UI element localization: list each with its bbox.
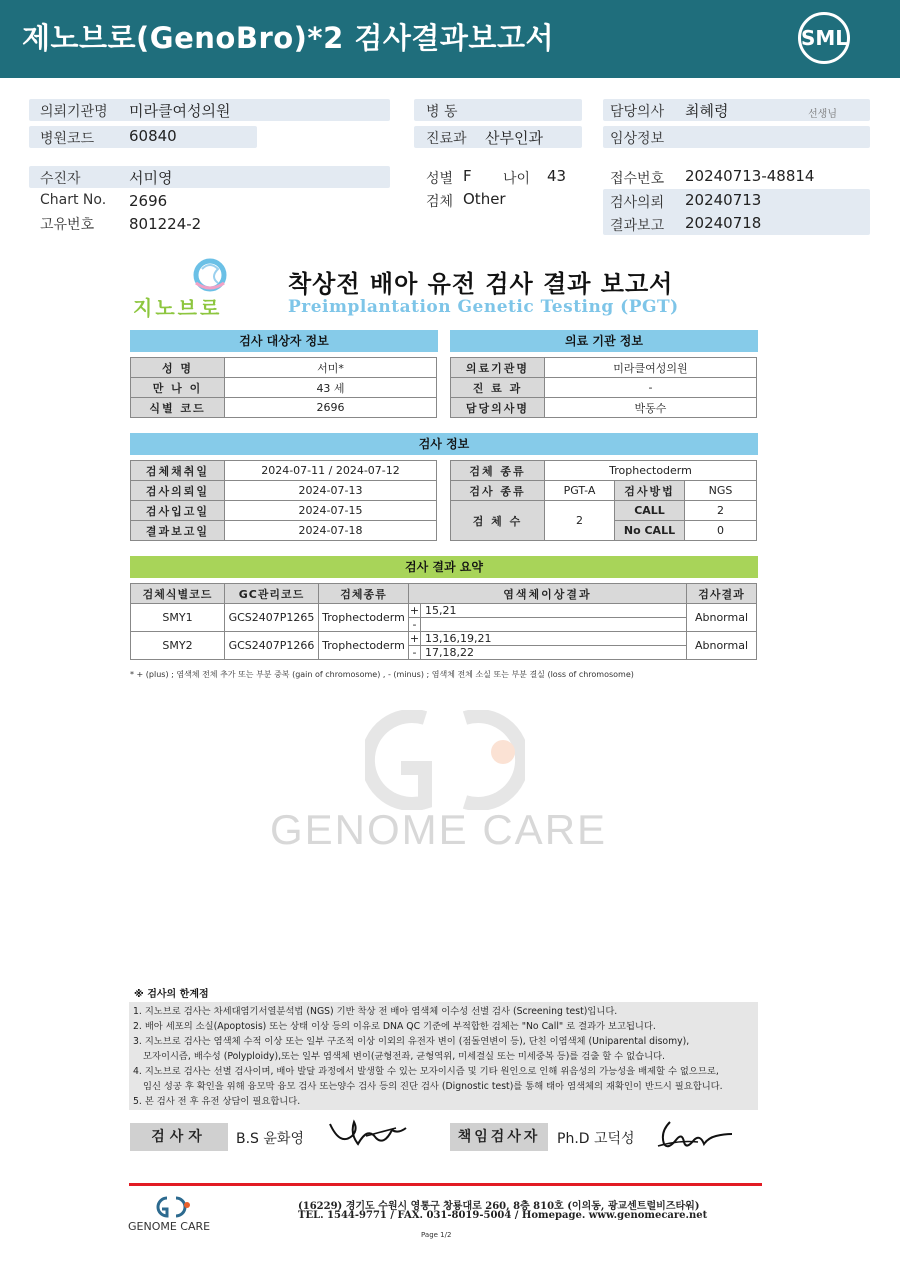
institution-info-title: 의료 기관 정보 bbox=[450, 330, 758, 352]
ward-label: 병 동 bbox=[426, 104, 458, 120]
limitation-line: 2. 배아 세포의 소실(Apoptosis) 또는 상태 이상 등의 이유로 DNA QC 기준에 부적합한 검체는 "No Call" 로 결과가 보고됩니다. bbox=[133, 1021, 656, 1032]
chart-no-label: Chart No. bbox=[40, 192, 107, 208]
call-value: 2 bbox=[685, 501, 757, 521]
report-date-label-cell: 결과보고일 bbox=[131, 521, 225, 541]
age-value: 43 bbox=[547, 167, 567, 185]
patient-label: 수진자 bbox=[40, 171, 81, 187]
sex-value: F bbox=[463, 167, 472, 185]
subject-id-label: 식별 코드 bbox=[131, 398, 225, 418]
call-label: CALL bbox=[615, 501, 685, 521]
method-value: NGS bbox=[685, 481, 757, 501]
unique-no-value: 801224-2 bbox=[129, 215, 202, 233]
request-date-value: 20240713 bbox=[685, 191, 762, 209]
report-subtitle: Preimplantation Genetic Testing (PGT) bbox=[288, 297, 679, 317]
physician-value: 최혜령 bbox=[685, 102, 729, 120]
results-table bbox=[130, 583, 757, 660]
receipt-no-value: 20240713-48814 bbox=[685, 167, 815, 185]
report-header bbox=[0, 0, 900, 78]
footer-divider bbox=[129, 1183, 762, 1186]
report-date-value-cell: 2024-07-18 bbox=[225, 521, 437, 541]
result-status: Abnormal bbox=[687, 632, 757, 660]
limitation-line: 4. 지노브로 검사는 선별 검사이며, 배아 발달 과정에서 발생할 수 있는 모자이시즘 및 기타 원인으로 인해 위음성의 가능성을 배제할 수 없으므로, bbox=[133, 1066, 719, 1077]
result-gc: GCS2407P1265 bbox=[225, 604, 319, 632]
result-minus bbox=[421, 618, 687, 632]
count-value: 2 bbox=[545, 501, 615, 541]
genome-care-watermark-icon bbox=[365, 710, 525, 810]
report-date-value: 20240718 bbox=[685, 214, 762, 232]
hospital-code-label: 병원코드 bbox=[40, 131, 95, 147]
minus-sign: - bbox=[409, 646, 421, 660]
col-header-id: 검체식별코드 bbox=[131, 584, 225, 604]
subject-info-title: 검사 대상자 정보 bbox=[130, 330, 438, 352]
footer-contact: TEL. 1544-9771 / FAX. 031-8019-5004 / Homepage. www.genomecare.net bbox=[298, 1210, 708, 1221]
page-number: Page 1/2 bbox=[421, 1231, 452, 1239]
subject-info-table bbox=[130, 357, 437, 418]
test-type-value: PGT-A bbox=[545, 481, 615, 501]
hospital-code-value: 60840 bbox=[129, 127, 177, 145]
watermark-text: GENOME CARE bbox=[270, 806, 608, 853]
responsible-name: Ph.D 고덕성 bbox=[557, 1131, 635, 1147]
plus-sign: + bbox=[409, 632, 420, 645]
clinical-info-label: 임상정보 bbox=[610, 131, 665, 147]
result-plus: 15,21 bbox=[421, 604, 687, 618]
requesting-institution-value: 미라클여성의원 bbox=[129, 102, 231, 120]
specimen-type-label: 검체 종류 bbox=[451, 461, 545, 481]
limitation-line: 임신 성공 후 확인을 위해 융모막 융모 검사 또는양수 검사 등의 진단 검사 (Dignostic test)를 통해 태아 염색체의 재확인이 반드시 필요합니다. bbox=[143, 1081, 723, 1092]
sml-logo: SML bbox=[798, 12, 850, 64]
collection-date-value: 2024-07-11 / 2024-07-12 bbox=[225, 461, 437, 481]
age-label: 나이 bbox=[503, 171, 531, 187]
result-type: Trophectoderm bbox=[319, 604, 409, 632]
specimen-type-value: Trophectoderm bbox=[545, 461, 757, 481]
col-header-type: 검체종류 bbox=[319, 584, 409, 604]
received-date-label: 검사입고일 bbox=[131, 501, 225, 521]
result-id: SMY2 bbox=[131, 632, 225, 660]
institution-info-table bbox=[450, 357, 757, 418]
subject-name-label: 성 명 bbox=[131, 358, 225, 378]
receipt-no-label: 접수번호 bbox=[610, 171, 665, 187]
header-title: 제노브로(GenoBro)*2 검사결과보고서 bbox=[22, 21, 554, 55]
limitations-box bbox=[129, 1002, 758, 1110]
genome-care-logo-icon bbox=[152, 1195, 192, 1219]
responsible-label: 책임검사자 bbox=[450, 1123, 548, 1151]
result-id: SMY1 bbox=[131, 604, 225, 632]
result-gc: GCS2407P1266 bbox=[225, 632, 319, 660]
tester-signature-icon bbox=[326, 1116, 410, 1150]
institution-name-label: 의료기관명 bbox=[451, 358, 545, 378]
request-date-label-cell: 검사의뢰일 bbox=[131, 481, 225, 501]
subject-id-value: 2696 bbox=[225, 398, 437, 418]
subject-name-value: 서미* bbox=[225, 358, 437, 378]
col-header-result: 검사결과 bbox=[687, 584, 757, 604]
institution-doctor-label: 담당의사명 bbox=[451, 398, 545, 418]
results-title: 검사 결과 요약 bbox=[130, 556, 758, 578]
test-type-label: 검사 종류 bbox=[451, 481, 545, 501]
received-date-value: 2024-07-15 bbox=[225, 501, 437, 521]
minus-sign: - bbox=[409, 618, 421, 632]
specimen-label: 검체 bbox=[426, 194, 454, 210]
limitation-line: 5. 본 검사 전 후 유전 상담이 필요합니다. bbox=[133, 1096, 301, 1107]
result-type: Trophectoderm bbox=[319, 632, 409, 660]
chart-no-value: 2696 bbox=[129, 192, 168, 210]
subject-age-label: 만 나 이 bbox=[131, 378, 225, 398]
tester-label: 검사자 bbox=[130, 1123, 228, 1151]
sex-label: 성별 bbox=[426, 171, 454, 187]
result-status: Abnormal bbox=[687, 604, 757, 632]
department-value: 산부인과 bbox=[485, 129, 543, 147]
limitation-line: 3. 지노브로 검사는 염색체 수적 이상 또는 일부 구조적 이상 이외의 유전자 변이 (점돌연변이 등), 단친 이염색체 (Uniparental disomy), bbox=[133, 1036, 690, 1047]
physician-label: 담당의사 bbox=[610, 104, 665, 120]
field-bg bbox=[29, 166, 390, 188]
physician-suffix: 선생님 bbox=[808, 109, 837, 120]
genobro-brand-text: 지노브로 bbox=[133, 296, 223, 320]
department-label: 진료과 bbox=[426, 131, 467, 147]
col-header-gc: GC관리코드 bbox=[225, 584, 319, 604]
unique-no-label: 고유번호 bbox=[40, 217, 95, 233]
limitation-line: 1. 지노브로 검사는 차세대염기서열분석법 (NGS) 기반 착상 전 배아 염색체 이수성 선별 검사 (Screening test)입니다. bbox=[133, 1006, 618, 1017]
request-date-label: 검사의뢰 bbox=[610, 195, 665, 211]
tester-name: B.S 윤화영 bbox=[236, 1131, 304, 1147]
specimen-value: Other bbox=[463, 190, 506, 208]
nocall-value: 0 bbox=[685, 521, 757, 541]
method-label: 검사방법 bbox=[615, 481, 685, 501]
col-header-chromosome: 염색체이상결과 bbox=[409, 584, 687, 604]
limitations-title: ※ 검사의 한계점 bbox=[134, 989, 209, 1000]
limitation-line: 모자이시즘, 배수성 (Polyploidy),또는 일부 염색체 변이(균형전좌, 균형역위, 미세결실 또는 미세중복 등)를 검출 할 수 없습니다. bbox=[143, 1051, 665, 1062]
request-date-value-cell: 2024-07-13 bbox=[225, 481, 437, 501]
test-info-title: 검사 정보 bbox=[130, 433, 758, 455]
institution-name-value: 미라클여성의원 bbox=[545, 358, 757, 378]
test-dates-table bbox=[130, 460, 437, 541]
table-row bbox=[131, 632, 757, 646]
count-label: 검 체 수 bbox=[451, 501, 545, 541]
results-footnote: * + (plus) ; 염색체 전체 추가 또는 부분 중복 (gain of chromosome) , - (minus) ; 염색체 전체 소실 또는 부분 결실 (loss of chromosome) bbox=[130, 670, 634, 679]
test-detail-table bbox=[450, 460, 757, 541]
nocall-label: No CALL bbox=[615, 521, 685, 541]
result-plus: 13,16,19,21 bbox=[421, 632, 687, 646]
responsible-signature-icon bbox=[652, 1116, 736, 1152]
institution-doctor-value: 박동수 bbox=[545, 398, 757, 418]
subject-age-value: 43 세 bbox=[225, 378, 437, 398]
footer-logo-text: GENOME CARE bbox=[128, 1220, 211, 1233]
plus-sign: + bbox=[409, 604, 420, 617]
report-title: 착상전 배아 유전 검사 결과 보고서 bbox=[288, 270, 674, 298]
patient-value: 서미영 bbox=[129, 169, 173, 187]
report-date-label: 결과보고 bbox=[610, 218, 665, 234]
table-row bbox=[131, 604, 757, 618]
footer-address: (16229) 경기도 수원시 영통구 창룡대로 260, 8층 810호 (이의동, 광교센트럴비즈타워) bbox=[298, 1201, 700, 1212]
institution-department-label: 진 료 과 bbox=[451, 378, 545, 398]
collection-date-label: 검체채취일 bbox=[131, 461, 225, 481]
result-minus: 17,18,22 bbox=[421, 646, 687, 660]
requesting-institution-label: 의뢰기관명 bbox=[40, 104, 108, 120]
institution-department-value: - bbox=[545, 378, 757, 398]
